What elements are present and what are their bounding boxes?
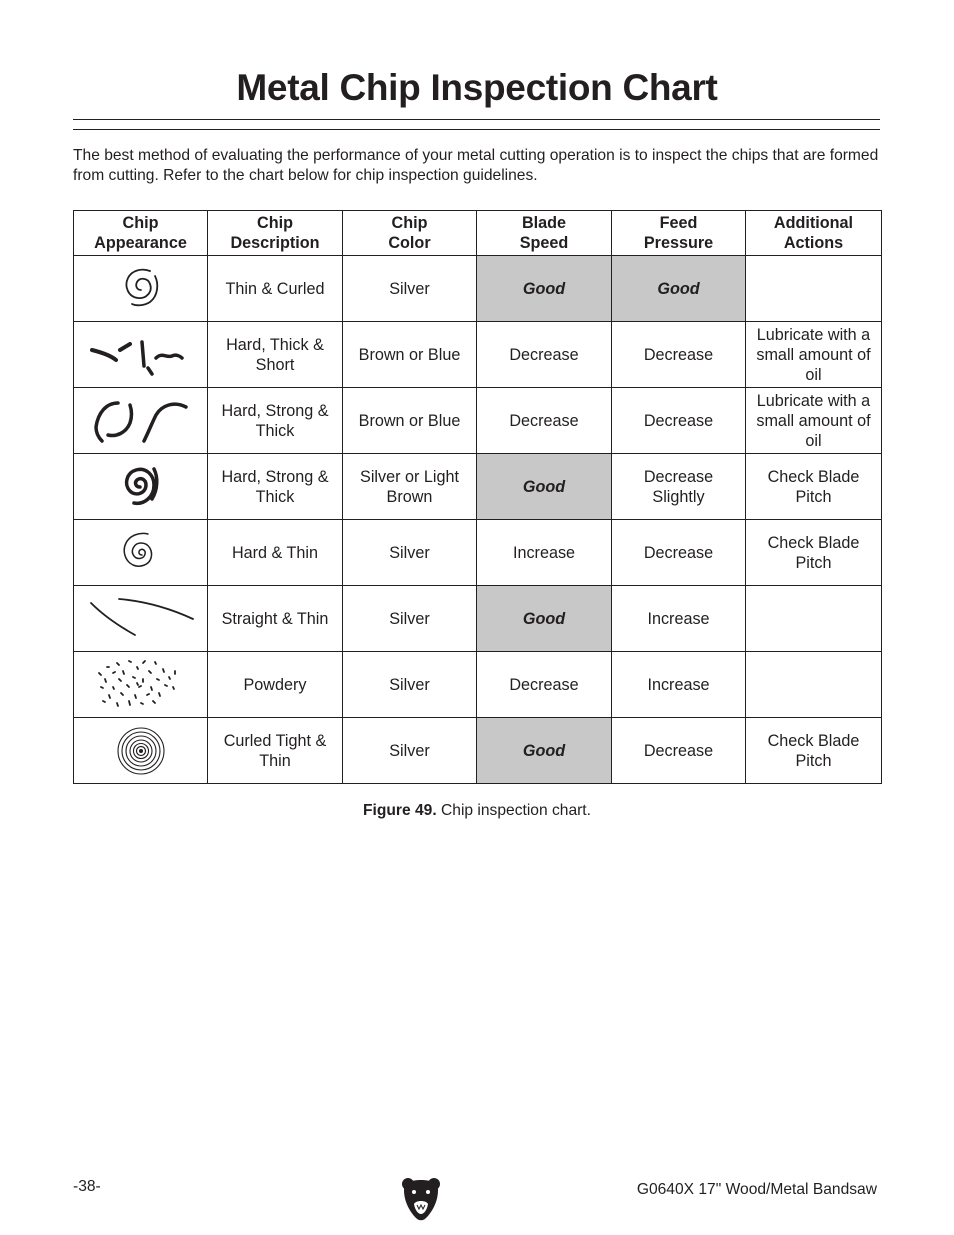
manual-title: G0640X 17" Wood/Metal Bandsaw <box>636 1181 877 1198</box>
bear-logo-icon <box>400 1176 442 1222</box>
chip-appearance-cell <box>74 652 208 718</box>
thin-spiral-chip-icon <box>106 525 176 581</box>
blade-speed-cell: Decrease <box>477 652 612 718</box>
chip-color-cell: Brown or Blue <box>343 322 477 388</box>
header-additional-actions: Additional Actions <box>746 211 882 256</box>
chip-inspection-table <box>73 210 882 784</box>
figure-label: Figure 49. <box>363 802 437 819</box>
page-number: -38- <box>73 1178 101 1195</box>
blade-speed-cell: Good <box>477 454 612 520</box>
additional-actions-cell: Check Blade Pitch <box>746 454 882 520</box>
blade-speed-cell: Decrease <box>477 388 612 454</box>
chip-color-cell: Silver <box>343 520 477 586</box>
feed-pressure-cell: Decrease Slightly <box>612 454 746 520</box>
title-rule-bottom <box>73 129 880 130</box>
chip-color-cell: Silver or Light Brown <box>343 454 477 520</box>
blade-speed-cell: Good <box>477 718 612 784</box>
title-rule-top <box>73 119 880 120</box>
table-header-row <box>74 211 882 256</box>
page-title: Metal Chip Inspection Chart <box>236 67 718 108</box>
table-row <box>74 586 882 652</box>
tight-spiral-chip-icon <box>106 723 176 779</box>
thick-arc-chips-icon <box>86 393 196 449</box>
figure-caption <box>0 801 954 821</box>
table-row <box>74 388 882 454</box>
feed-pressure-cell: Good <box>612 256 746 322</box>
blade-speed-cell: Decrease <box>477 322 612 388</box>
feed-pressure-cell: Increase <box>612 586 746 652</box>
chip-description-cell: Hard, Strong & Thick <box>208 454 343 520</box>
table-row <box>74 322 882 388</box>
table-row <box>74 256 882 322</box>
intro-paragraph: The best method of evaluating the performance of your metal cutting operation is to inspect the chips that are formed from cutting. Refer to the chart below for chip inspection guidelines. <box>73 147 879 184</box>
chip-description-cell: Straight & Thin <box>208 586 343 652</box>
additional-actions-cell <box>746 652 882 718</box>
table-row <box>74 454 882 520</box>
table-row <box>74 520 882 586</box>
straight-chips-icon <box>83 591 199 647</box>
chip-description-cell: Powdery <box>208 652 343 718</box>
powder-chips-icon <box>93 657 189 713</box>
header-blade-speed: Blade Speed <box>477 211 612 256</box>
chip-appearance-cell <box>74 586 208 652</box>
feed-pressure-cell: Decrease <box>612 520 746 586</box>
feed-pressure-cell: Increase <box>612 652 746 718</box>
chip-description-cell: Thin & Curled <box>208 256 343 322</box>
chip-appearance-cell <box>74 322 208 388</box>
chip-description-cell: Hard, Thick & Short <box>208 322 343 388</box>
blade-speed-cell: Good <box>477 256 612 322</box>
additional-actions-cell: Lubricate with a small amount of oil <box>746 388 882 454</box>
header-chip-appearance: Chip Appearance <box>74 211 208 256</box>
additional-actions-cell: Lubricate with a small amount of oil <box>746 322 882 388</box>
header-chip-description: Chip Description <box>208 211 343 256</box>
blade-speed-cell: Good <box>477 586 612 652</box>
chip-appearance-cell <box>74 718 208 784</box>
short-chips-icon <box>86 330 196 380</box>
chip-appearance-cell <box>74 520 208 586</box>
thick-coil-chip-icon <box>106 459 176 515</box>
chip-description-cell: Curled Tight & Thin <box>208 718 343 784</box>
table-row <box>74 718 882 784</box>
chip-color-cell: Silver <box>343 256 477 322</box>
feed-pressure-cell: Decrease <box>612 718 746 784</box>
chip-color-cell: Silver <box>343 718 477 784</box>
chip-color-cell: Silver <box>343 652 477 718</box>
chip-color-cell: Silver <box>343 586 477 652</box>
chip-appearance-cell <box>74 388 208 454</box>
additional-actions-cell <box>746 586 882 652</box>
blade-speed-cell: Increase <box>477 520 612 586</box>
additional-actions-cell <box>746 256 882 322</box>
chip-description-cell: Hard & Thin <box>208 520 343 586</box>
header-chip-color: Chip Color <box>343 211 477 256</box>
additional-actions-cell: Check Blade Pitch <box>746 718 882 784</box>
chip-description-cell: Hard, Strong & Thick <box>208 388 343 454</box>
additional-actions-cell: Check Blade Pitch <box>746 520 882 586</box>
chip-appearance-cell <box>74 454 208 520</box>
header-feed-pressure: Feed Pressure <box>612 211 746 256</box>
figure-caption-text: Chip inspection chart. <box>436 802 591 819</box>
feed-pressure-cell: Decrease <box>612 388 746 454</box>
chip-color-cell: Brown or Blue <box>343 388 477 454</box>
curled-chip-icon <box>106 264 176 314</box>
feed-pressure-cell: Decrease <box>612 322 746 388</box>
table-row <box>74 652 882 718</box>
chip-appearance-cell <box>74 256 208 322</box>
